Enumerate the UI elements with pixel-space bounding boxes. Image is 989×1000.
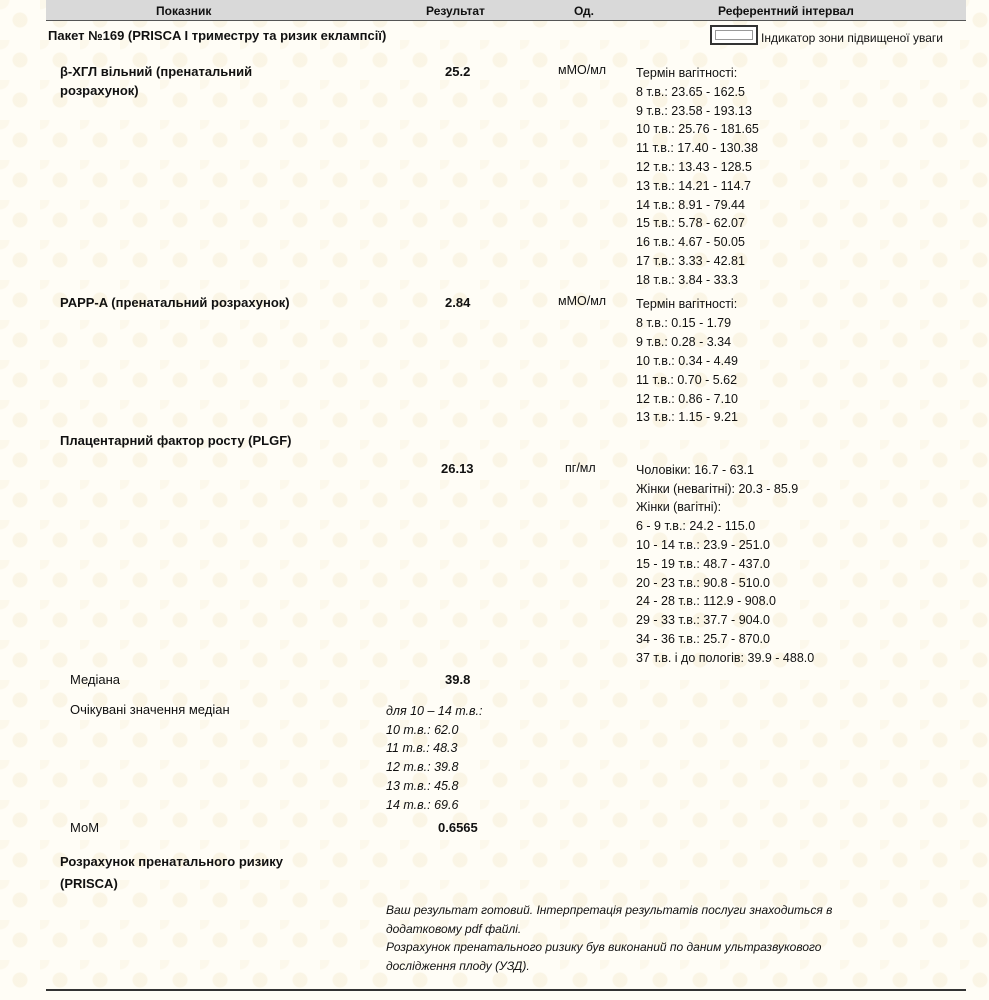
bhcg-ref-line: 9 т.в.: 23.58 - 193.13 [636,104,752,118]
bhcg-ref-line: 18 т.в.: 3.84 - 33.3 [636,273,739,287]
pappa-ref-line: 11 т.в.: 0.70 - 5.62 [636,373,738,387]
plgf-result: 26.13 [441,461,474,476]
prisca-name-line2: (PRISCA) [60,876,118,891]
bhcg-ref-line: 15 т.в.: 5.78 - 62.07 [636,216,745,230]
median-value: 39.8 [445,672,471,687]
table-header [46,0,966,21]
expected-median-line: 12 т.в.: 39.8 [386,760,459,774]
plgf-name: Плацентарний фактор росту (PLGF) [60,433,292,448]
plgf-ref-line: 10 - 14 т.в.: 23.9 - 251.0 [636,538,770,552]
mom-value: 0.6565 [438,820,478,835]
bhcg-ref-line: 11 т.в.: 17.40 - 130.38 [636,141,758,155]
prisca-name-line1: Розрахунок пренатального ризику [60,854,283,869]
bhcg-ref-line: Термін вагітності: [636,66,738,80]
expected-medians-label: Очікувані значення медіан [70,702,230,717]
bhcg-ref-line: 14 т.в.: 8.91 - 79.44 [636,198,745,212]
attention-indicator-label: Індикатор зони підвищеної уваги [761,31,943,45]
bhcg-ref-line: 12 т.в.: 13.43 - 128.5 [636,160,752,174]
prisca-note-line: Розрахунок пренатального ризику був виконаний по даним ультразвукового [386,940,822,954]
bhcg-unit: мМО/мл [558,63,607,77]
bhcg-ref-line: 10 т.в.: 25.76 - 181.65 [636,122,759,136]
median-label: Медіана [70,672,121,687]
attention-indicator-box [710,25,758,45]
pappa-ref-line: Термін вагітності: [636,297,738,311]
pappa-ref-line: 8 т.в.: 0.15 - 1.79 [636,316,732,330]
bhcg-name-line2: розрахунок) [60,83,139,98]
pappa-ref-line: 12 т.в.: 0.86 - 7.10 [636,392,739,406]
pappa-ref-line: 9 т.в.: 0.28 - 3.34 [636,335,732,349]
plgf-ref-line: Жінки (вагітні): [636,500,722,514]
header-indicator: Показник [156,4,212,18]
expected-median-line: 14 т.в.: 69.6 [386,798,459,812]
expected-median-line: 10 т.в.: 62.0 [386,723,459,737]
prisca-note-line: Ваш результат готовий. Інтерпретація результатів послуги знаходиться в [386,903,833,917]
plgf-ref-line: 29 - 33 т.в.: 37.7 - 904.0 [636,613,770,627]
prisca-note-line: додатковому pdf файлі. [386,922,522,936]
bhcg-ref-line: 16 т.в.: 4.67 - 50.05 [636,235,745,249]
plgf-ref-line: 24 - 28 т.в.: 112.9 - 908.0 [636,594,777,608]
header-result: Результат [426,4,485,18]
pappa-unit: мМО/мл [558,294,607,308]
expected-median-line: 11 т.в.: 48.3 [386,741,458,755]
bhcg-name-line1: β-ХГЛ вільний (пренатальний [60,64,253,79]
expected-median-line: 13 т.в.: 45.8 [386,779,459,793]
bottom-divider [46,989,966,991]
mom-label: МоМ [70,820,100,835]
plgf-ref-line: 6 - 9 т.в.: 24.2 - 115.0 [636,519,756,533]
plgf-ref-line: Чоловіки: 16.7 - 63.1 [636,463,754,477]
pappa-name: PAPP-A (пренатальний розрахунок) [60,295,290,310]
plgf-ref-line: 34 - 36 т.в.: 25.7 - 870.0 [636,632,770,646]
bhcg-result: 25.2 [445,64,471,79]
plgf-ref-line: 15 - 19 т.в.: 48.7 - 437.0 [636,557,770,571]
pappa-result: 2.84 [445,295,471,310]
header-unit: Од. [574,4,594,18]
bhcg-ref-line: 13 т.в.: 14.21 - 114.7 [636,179,751,193]
pappa-ref-line: 10 т.в.: 0.34 - 4.49 [636,354,739,368]
pappa-ref-line: 13 т.в.: 1.15 - 9.21 [636,410,739,424]
package-title: Пакет №169 (PRISCA I триместру та ризик еклампсії) [48,28,387,43]
expected-median-line: для 10 – 14 т.в.: [386,704,483,718]
plgf-ref-line: Жінки (невагітні): 20.3 - 85.9 [636,482,799,496]
prisca-note-line: дослідження плоду (УЗД). [386,959,530,973]
plgf-ref-line: 20 - 23 т.в.: 90.8 - 510.0 [636,576,770,590]
plgf-ref-line: 37 т.в. і до пологів: 39.9 - 488.0 [636,651,815,665]
plgf-unit: пг/мл [565,461,596,475]
bhcg-ref-line: 8 т.в.: 23.65 - 162.5 [636,85,745,99]
bhcg-ref-line: 17 т.в.: 3.33 - 42.81 [636,254,745,268]
header-reference: Референтний інтервал [718,4,854,18]
